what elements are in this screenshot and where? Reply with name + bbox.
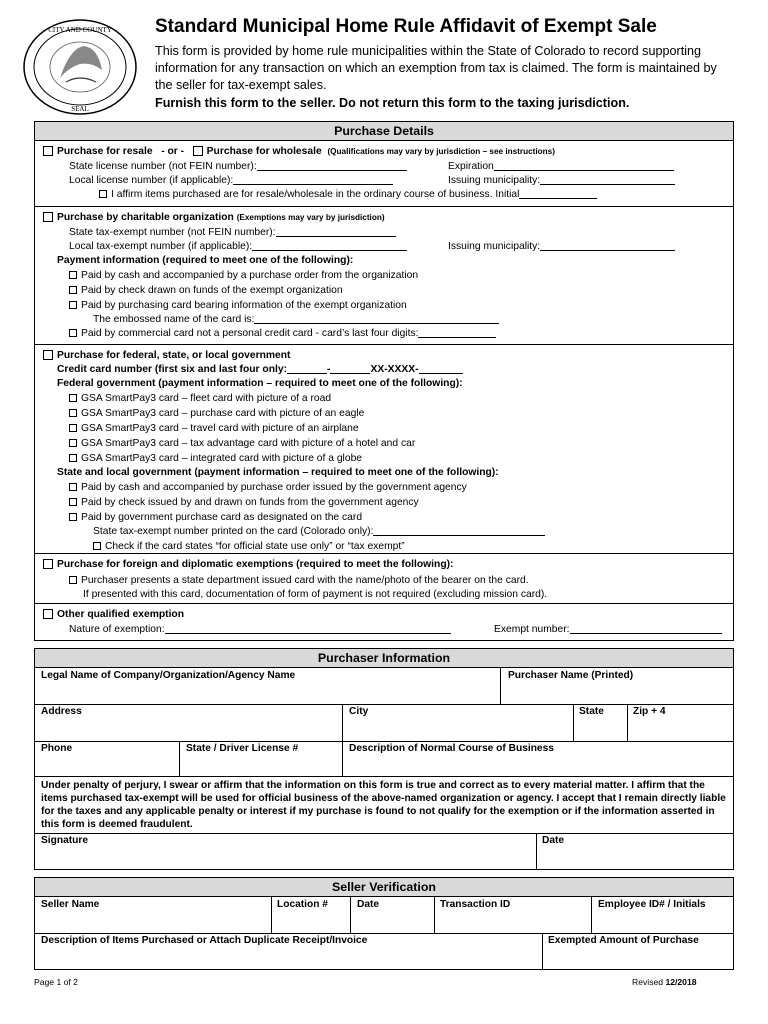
exempt-number-field[interactable]	[570, 623, 722, 634]
exempted-amount-label[interactable]: Exempted Amount of Purchase	[548, 935, 699, 946]
official-use-checkbox[interactable]	[93, 542, 101, 550]
last-four-field[interactable]	[418, 327, 496, 338]
furnish-notice: Furnish this form to the seller. Do not return this form to the taxing jurisdiction.	[155, 96, 630, 110]
charitable-checkbox[interactable]	[43, 212, 53, 222]
other-checkbox[interactable]	[43, 609, 53, 619]
wholesale-checkbox[interactable]	[193, 146, 203, 156]
transaction-id-label[interactable]: Transaction ID	[440, 899, 511, 910]
initial-field[interactable]	[519, 188, 597, 199]
zip-label[interactable]: Zip + 4	[633, 706, 666, 717]
gsa-tax-advantage-checkbox[interactable]	[69, 439, 77, 447]
purchase-details-heading: Purchase Details	[35, 122, 733, 141]
business-description-label[interactable]: Description of Normal Course of Business	[349, 743, 554, 754]
signature-label[interactable]: Signature	[41, 835, 88, 846]
items-description-label[interactable]: Description of Items Purchased or Attach Duplicate Receipt/Invoice	[41, 935, 368, 946]
commercial-card-checkbox[interactable]	[69, 329, 77, 337]
charitable-check-checkbox[interactable]	[69, 286, 77, 294]
page-title: Standard Municipal Home Rule Affidavit of Exempt Sale	[155, 16, 657, 37]
perjury-statement: Under penalty of perjury, I swear or affirm that the information on this form is true and correct as to every material matter. I affirm that the items purchased tax-exempt will be used for official business of the above-named organization or agency. I accept that I remain directly liable for the taxes and any applicable penalty or interest if my purchase is found to not qualify for the exemption or if the information asserted in this form is deemed fraudulent.	[41, 780, 726, 830]
affirm-checkbox[interactable]	[99, 190, 107, 198]
state-label[interactable]: State	[579, 706, 604, 717]
page-number: Page 1 of 2	[34, 977, 78, 987]
state-tax-exempt-field[interactable]	[276, 226, 396, 237]
charitable-cash-checkbox[interactable]	[69, 271, 77, 279]
gov-purchase-card-checkbox[interactable]	[69, 513, 77, 521]
address-label[interactable]: Address	[41, 706, 82, 717]
embossed-name-field[interactable]	[254, 313, 499, 324]
legal-name-label[interactable]: Legal Name of Company/Organization/Agency Name	[41, 670, 296, 681]
seller-heading: Seller Verification	[35, 878, 733, 897]
intro-text: This form is provided by home rule municipalities within the State of Colorado to record supporting information for any transaction on which an exemption from tax is claimed. The form is maintained by the seller for tax-exempt sales.	[155, 44, 717, 92]
other-block: Other qualified exemption Nature of exemption: Exempt number:	[35, 603, 733, 641]
local-license-field[interactable]	[233, 174, 393, 185]
resale-checkbox[interactable]	[43, 146, 53, 156]
location-label[interactable]: Location #	[277, 899, 328, 910]
gov-check-checkbox[interactable]	[69, 498, 77, 506]
issuing-municipality-field[interactable]	[540, 174, 675, 185]
gsa-travel-checkbox[interactable]	[69, 424, 77, 432]
local-tax-exempt-field[interactable]	[252, 240, 407, 251]
driver-license-label[interactable]: State / Driver License #	[186, 743, 299, 754]
gsa-fleet-checkbox[interactable]	[69, 394, 77, 402]
cc-second-field[interactable]	[330, 363, 370, 374]
government-checkbox[interactable]	[43, 350, 53, 360]
gov-cash-checkbox[interactable]	[69, 483, 77, 491]
cc-last-field[interactable]	[419, 363, 463, 374]
charitable-block: Purchase by charitable organization (Exemptions may vary by jurisdiction) State tax-exempt number (not FEIN number): Local tax-exempt number (if applicable): Issuing municipality: Payment information (required to meet one of the following): Paid by cash and accompanied by a purchase order from the organization Paid by check drawn on funds of the exempt organization Paid by purchasing card bearing information of the exempt organization The embossed name of the card is: Paid by commercial card not a personal credit card - card’s last four digits:	[35, 206, 733, 344]
government-block: Purchase for federal, state, or local government Credit card number (first six and last four only: - XX-XXXX- Federal government (payment information – required to meet one of the following): GSA SmartPay3 card – fleet card with picture of a road GSA SmartPay3 card – purchase card with picture of an eagle GSA SmartPay3 card – travel card with picture of an airplane GSA SmartPay3 card – tax advantage card with picture of a hotel and car GSA SmartPay3 card – integrated card with picture of a globe State and local government (payment information – required to meet one of the following): Paid by cash and accompanied by purchase order issued by the government agency Paid by check issued by and drawn on funds from the government agency Paid by government purchase card as designated on the card State tax-exempt number printed on the card (Colorado only): Check if the card states “for official state use only” or “tax exempt”	[35, 344, 733, 553]
foreign-block: Purchase for foreign and diplomatic exemptions (required to meet the following): Purchaser presents a state department issued card with the name/photo of the bearer on the card. If presented with this card, documentation of form of payment is not required (excluding mission card).	[35, 553, 733, 603]
card-tax-exempt-field[interactable]	[373, 525, 545, 536]
purchaser-heading: Purchaser Information	[35, 649, 733, 668]
phone-label[interactable]: Phone	[41, 743, 73, 754]
seller-verification-section	[34, 877, 734, 970]
svg-text:SEAL: SEAL	[71, 105, 89, 113]
foreign-checkbox[interactable]	[43, 559, 53, 569]
state-dept-card-checkbox[interactable]	[69, 576, 77, 584]
state-license-field[interactable]	[257, 160, 407, 171]
charitable-issuing-field[interactable]	[540, 240, 675, 251]
purchaser-information-section	[34, 648, 734, 870]
city-seal-logo	[22, 18, 138, 116]
gsa-purchase-checkbox[interactable]	[69, 409, 77, 417]
revised-date: Revised 12/2018	[632, 977, 697, 987]
purchaser-name-label[interactable]: Purchaser Name (Printed)	[508, 670, 634, 681]
gsa-integrated-checkbox[interactable]	[69, 454, 77, 462]
cc-first-field[interactable]	[287, 363, 327, 374]
purchase-details-section	[34, 121, 734, 641]
resale-block: Purchase for resale - or - Purchase for wholesale (Qualifications may vary by jurisdiction – see instructions) State license number (not FEIN number): Expiration Local license number (if applicable): Issuing municipality: I affirm items purchased are for resale/wholesale in the ordinary course of business. Initial	[35, 141, 733, 206]
charitable-card-checkbox[interactable]	[69, 301, 77, 309]
seller-name-label[interactable]: Seller Name	[41, 899, 100, 910]
employee-id-label[interactable]: Employee ID# / Initials	[598, 899, 706, 910]
nature-of-exemption-field[interactable]	[165, 623, 451, 634]
svg-text:CITY AND COUNTY: CITY AND COUNTY	[48, 26, 112, 34]
city-label[interactable]: City	[349, 706, 369, 717]
purchaser-date-label[interactable]: Date	[542, 835, 565, 846]
seller-date-label[interactable]: Date	[357, 899, 380, 910]
expiration-field[interactable]	[494, 160, 674, 171]
